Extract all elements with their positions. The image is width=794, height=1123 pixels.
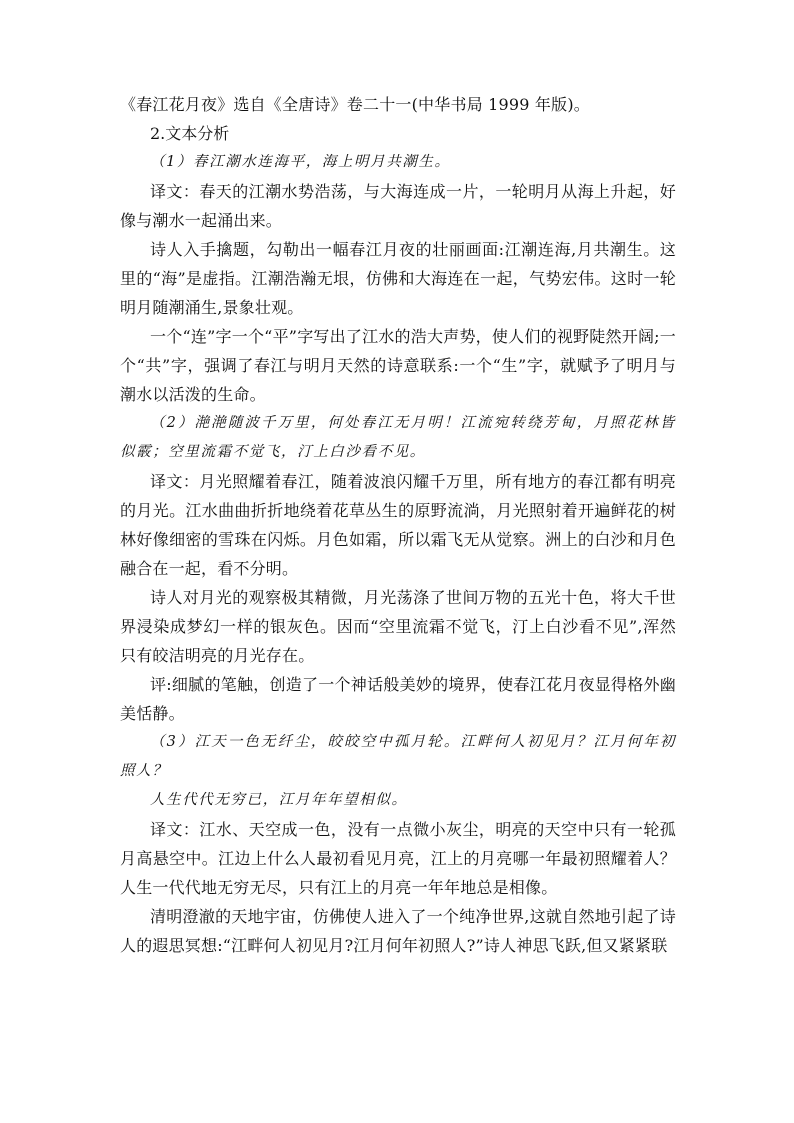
analysis-1a: 诗人入手擒题，勾勒出一幅春江月夜的壮丽画面:江潮连海,月共潮生。这里的“海”是虚指。江潮浩瀚无垠，仿佛和大海连在一起，气势宏伟。这时一轮明月随潮涌生,景象壮观。: [120, 240, 676, 317]
source-note: 《春江花月夜》选自《全唐诗》卷二十一(中华书局 1999 年版)。: [120, 95, 590, 114]
analysis-3: 清明澄澈的天地宇宙，仿佛使人进入了一个纯净世界,这就自然地引起了诗人的遐思冥想:“江畔何人初见月?江月何年初照人?”诗人神思飞跃,但又紧紧联: [120, 907, 676, 955]
poem-verse-1: （1）春江潮水连海平，海上明月共潮生。: [150, 154, 451, 170]
poem-verse-2: （2）滟滟随波千万里，何处春江无月明！江流宛转绕芳甸，月照花林皆似霰；空里流霜不觉飞，汀上白沙看不见。: [120, 415, 676, 460]
document-page: [120, 90, 676, 960]
analysis-1b: 一个“连”字一个“平”字写出了江水的浩大声势，使人们的视野陡然开阔;一个“共”字，强调了春江与明月天然的诗意联系:一个“生”字，就赋予了明月与潮水以活泼的生命。: [120, 327, 676, 404]
section-heading-text-analysis: 2.文本分析: [150, 124, 230, 143]
poem-verse-3-continued: 人生代代无穷已，江月年年望相似。: [150, 792, 408, 808]
translation-2: 译文：月光照耀着春江，随着波浪闪耀千万里，所有地方的春江都有明亮的月光。江水曲曲折折地绕着花草丛生的原野流淌，月光照射着开遍鲜花的树林好像细密的雪珠在闪烁。月色如霜，所以霜飞无从觉察。洲上的白沙和月色融合在一起，看不分明。: [120, 472, 676, 578]
analysis-2: 诗人对月光的观察极其精微，月光荡涤了世间万物的五光十色，将大千世界浸染成梦幻一样的银灰色。因而“空里流霜不觉飞，汀上白沙看不见”,浑然只有皎洁明亮的月光存在。: [120, 588, 676, 665]
translation-3: 译文：江水、天空成一色，没有一点微小灰尘，明亮的天空中只有一轮孤月高悬空中。江边上什么人最初看见月亮，江上的月亮哪一年最初照耀着人？人生一代代地无穷无尽，只有江上的月亮一年年地总是相像。: [120, 820, 676, 897]
comment-2: 评:细腻的笔触，创造了一个神话般美妙的境界，使春江花月夜显得格外幽美恬静。: [120, 675, 676, 723]
poem-verse-3: （3）江天一色无纤尘，皎皎空中孤月轮。江畔何人初见月？江月何年初照人？: [120, 734, 676, 779]
translation-1: 译文：春天的江潮水势浩荡，与大海连成一片，一轮明月从海上升起，好像与潮水一起涌出来。: [120, 182, 676, 230]
